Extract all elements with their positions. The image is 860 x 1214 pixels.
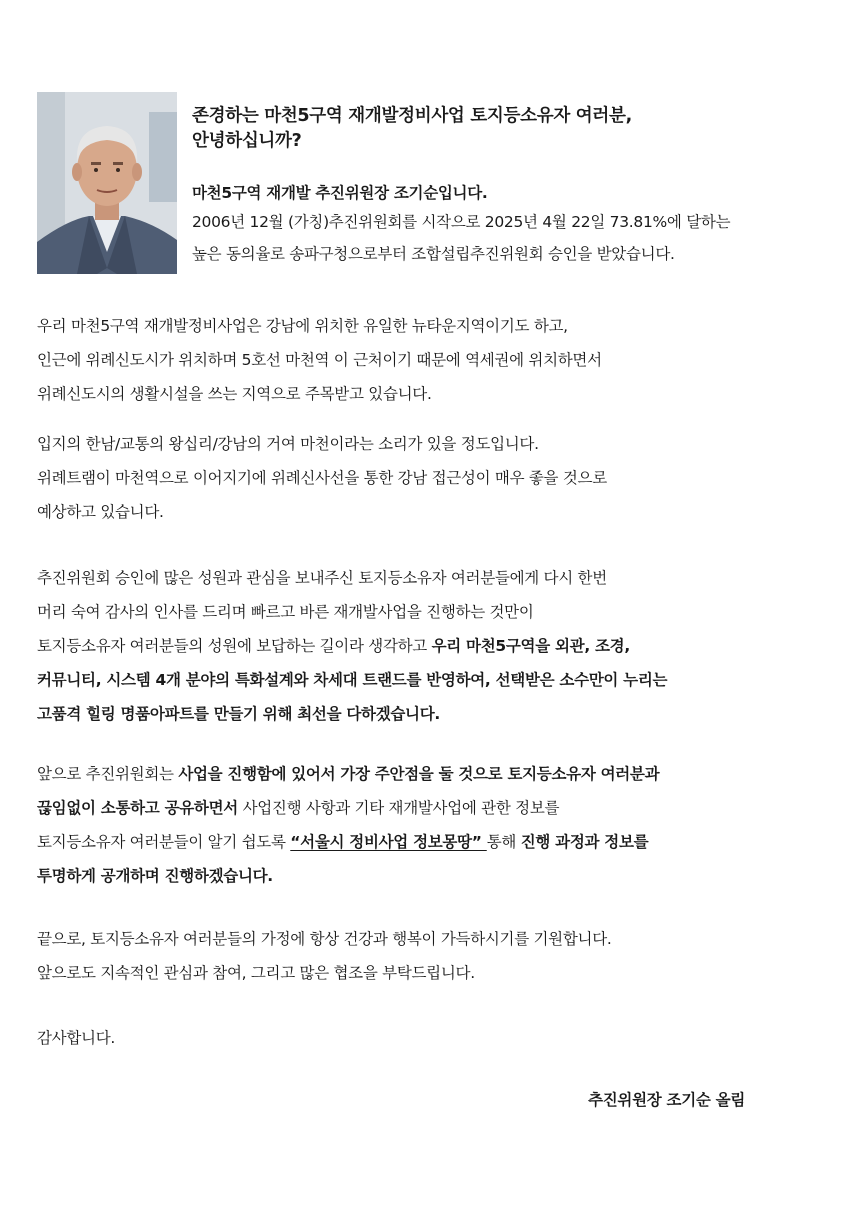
paragraph-line: 예상하고 있습니다. xyxy=(37,503,164,521)
text-segment: 앞으로 추진위원회는 xyxy=(37,765,179,783)
paragraph-line: 위례트램이 마천역으로 이어지기에 위례신사선을 통한 강남 접근성이 매우 좋을 것으로 xyxy=(37,469,607,487)
paragraph-line xyxy=(37,629,827,663)
paragraph-line: 투명하게 공개하며 진행하겠습니다. xyxy=(37,867,273,885)
thanks-text: 감사합니다. xyxy=(37,1029,115,1047)
text-segment: 통해 xyxy=(486,833,521,851)
paragraph-line: 위례신도시의 생활시설을 쓰는 지역으로 주목받고 있습니다. xyxy=(37,385,432,403)
greeting-line-1: 존경하는 마천5구역 재개발정비사업 토지등소유자 여러분, xyxy=(192,106,632,126)
paragraph-line: 커뮤니티, 시스템 4개 분야의 특화설계와 차세대 트랜드를 반영하여, 선택받은 소수만이 누리는 xyxy=(37,671,668,689)
bold-text-segment: 우리 마천5구역을 외관, 조경, xyxy=(431,637,630,655)
paragraph-line: 끝으로, 토지등소유자 여러분들의 가정에 항상 건강과 행복이 가득하시기를 기원합니다. xyxy=(37,930,612,948)
paragraph-line xyxy=(37,825,827,859)
signature: 추진위원장 조기순 올림 xyxy=(588,1091,745,1109)
paragraph-commitment xyxy=(37,561,827,731)
paragraph-line: 인근에 위례신도시가 위치하며 5호선 마천역 이 근처이기 때문에 역세권에 위치하면서 xyxy=(37,351,602,369)
bold-text-segment: 끊임없이 소통하고 공유하면서 xyxy=(37,799,238,817)
paragraph-line: 머리 숙여 감사의 인사를 드리며 빠르고 바른 재개발사업을 진행하는 것만이 xyxy=(37,603,534,621)
paragraph-location xyxy=(37,309,827,411)
greeting-heading xyxy=(192,104,832,154)
paragraph-line xyxy=(37,757,827,791)
paragraph-line: 고품격 힐링 명품아파트를 만들기 위해 최선을 다하겠습니다. xyxy=(37,705,440,723)
text-segment: 토지등소유자 여러분들이 알기 쉽도록 xyxy=(37,833,291,851)
bold-text-segment: 사업을 진행함에 있어서 가장 주안점을 둘 것으로 토지등소유자 여러분과 xyxy=(178,765,660,783)
bold-text-segment: 진행 과정과 정보를 xyxy=(520,833,649,851)
portrait-photo xyxy=(37,92,177,274)
paragraph-communication xyxy=(37,757,827,893)
intro-line-2: 높은 동의율로 송파구청으로부터 조합설립추진위원회 승인을 받았습니다. xyxy=(192,245,675,263)
paragraph-line xyxy=(37,791,827,825)
intro-line-1: 2006년 12월 (가칭)추진위원회를 시작으로 2025년 4월 22일 73.81%에 달하는 xyxy=(192,213,731,231)
paragraph-line: 우리 마천5구역 재개발정비사업은 강남에 위치한 유일한 뉴타운지역이기도 하고, xyxy=(37,317,568,335)
intro-author-line: 마천5구역 재개발 추진위원장 조기순입니다. xyxy=(192,184,488,202)
thanks-line xyxy=(37,1021,827,1055)
intro-block xyxy=(192,180,832,270)
text-segment: 토지등소유자 여러분들의 성원에 보답하는 길이라 생각하고 xyxy=(37,637,432,655)
paragraph-line: 입지의 한남/교통의 왕십리/강남의 거여 마천이라는 소리가 있을 정도입니다. xyxy=(37,435,539,453)
greeting-line-2: 안녕하십니까? xyxy=(192,131,302,151)
paragraph-transport xyxy=(37,427,827,529)
text-segment: 사업진행 사항과 기타 재개발사업에 관한 정보를 xyxy=(237,799,560,817)
paragraph-line: 앞으로도 지속적인 관심과 참여, 그리고 많은 협조을 부탁드립니다. xyxy=(37,964,475,982)
paragraph-line: 추진위원회 승인에 많은 성원과 관심을 보내주신 토지등소유자 여러분들에게 다시 한번 xyxy=(37,569,607,587)
info-portal-name: “서울시 정비사업 정보몽땅” xyxy=(290,833,487,851)
paragraph-closing xyxy=(37,922,827,990)
